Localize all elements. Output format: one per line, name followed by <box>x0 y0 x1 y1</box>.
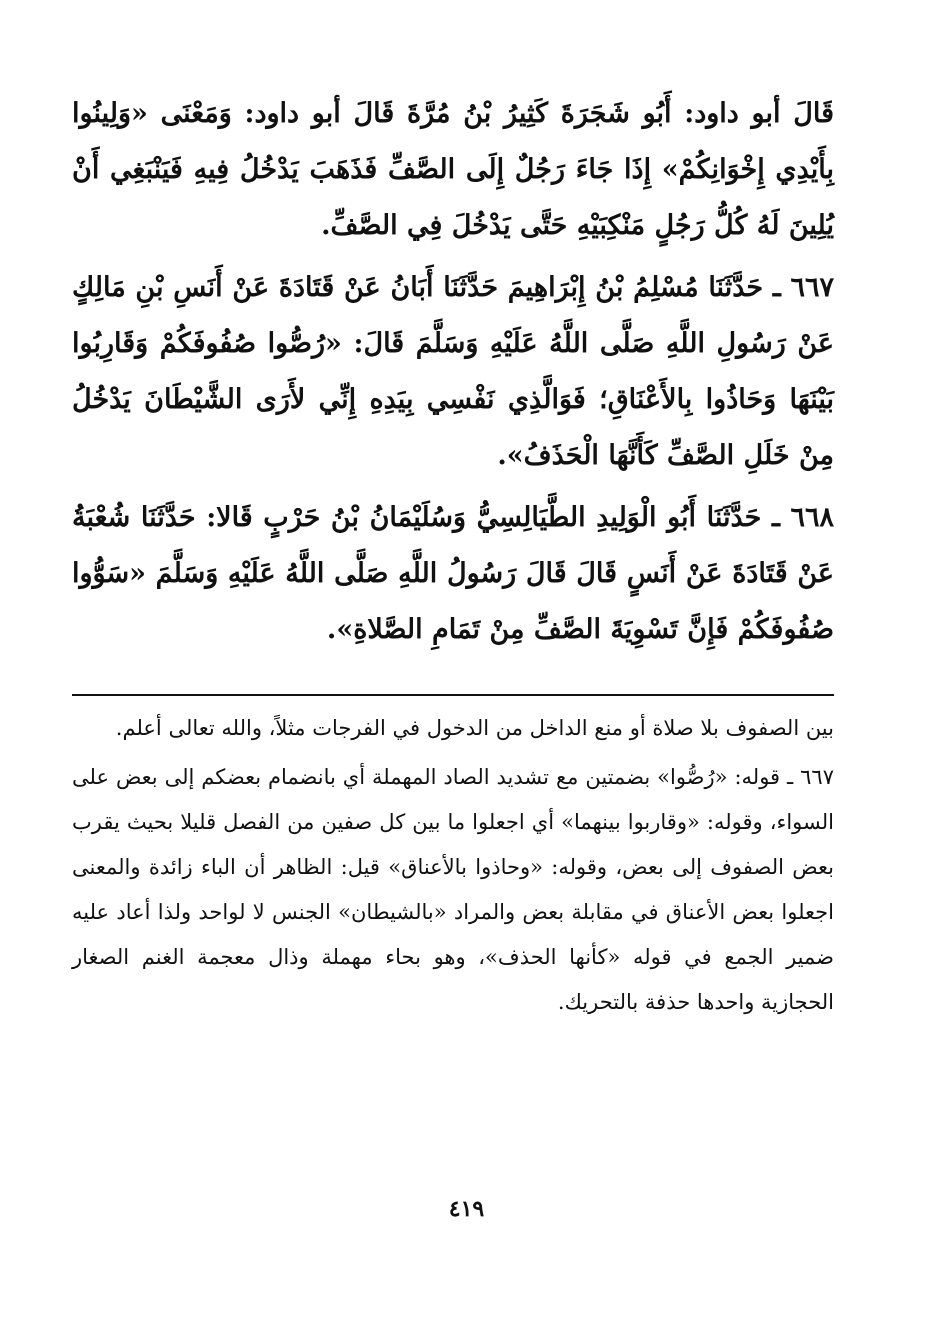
main-text <box>72 86 834 658</box>
page-content <box>72 86 834 1025</box>
hadith-668: ٦٦٨ ـ حَدَّثَنَا أَبُو الْوَلِيدِ الطَّيَالِسِيُّ وَسُلَيْمَانُ بْنُ حَرْبٍ قَالا: حَدَّثَنَا شُعْبَةُ عَنْ قَتَادَةَ عَنْ أَنَسٍ قَالَ قَالَ رَسُولُ اللَّهِ صَلَّى اللَّهُ عَلَيْهِ وَسَلَّمَ «سَوُّوا صُفُوفَكُمْ فَإِنَّ تَسْوِيَةَ الصَّفِّ مِنْ تَمَامِ الصَّلاةِ». <box>72 502 834 645</box>
page-number: ٤١٩ <box>448 1196 485 1222</box>
footnote-continuation: بين الصفوف بلا صلاة أو منع الداخل من الدخول في الفرجات مثلاً، والله تعالى أعلم. <box>115 716 834 740</box>
footnote-667: ٦٦٧ ـ قوله: «رُصُّوا» بضمتين مع تشديد الصاد المهملة أي بانضمام بعضكم إلى بعض على السواء، وقوله: «وقاربوا بينهما» أي اجعلوا ما بين كل صفين من الفصل قليلا بحيث يقرب بعض الصفوف إلى بعض، وقوله: «وحاذوا بالأعناق» قيل: الظاهر أن الباء زائدة والمعنى اجعلوا بعض الأعناق في مقابلة بعض والمراد «بالشيطان» الجنس لا لواحد ولذا أعاد عليه ضمير الجمع في قوله «كأنها الحذف»، وهو بحاء مهملة وذال معجمة الغنم الصغار الحجازية واحدها حذفة بالتحريك. <box>72 765 834 1014</box>
footnote-divider <box>72 694 834 696</box>
paragraph-abu-dawud-commentary: قَالَ أبو داود: أَبُو شَجَرَةَ كَثِيرُ بْنُ مُرَّةَ قَالَ أبو داود: وَمَعْنَى «وَلِينُوا بِأَيْدِي إِخْوَانِكُمْ» إِذَا جَاءَ رَجُلٌ إِلَى الصَّفِّ فَذَهَبَ يَدْخُلُ فِيهِ فَيَنْبَغِي أَنْ يُلِينَ لَهُ كُلُّ رَجُلٍ مَنْكِبَيْهِ حَتَّى يَدْخُلَ فِي الصَّفِّ. <box>72 98 834 241</box>
hadith-667: ٦٦٧ ـ حَدَّثَنَا مُسْلِمُ بْنُ إِبْرَاهِيمَ حَدَّثَنَا أَبَانُ عَنْ قَتَادَةَ عَنْ أَنَسِ بْنِ مَالِكٍ عَنْ رَسُولِ اللَّهِ صَلَّى اللَّهُ عَلَيْهِ وَسَلَّمَ قَالَ: «رُصُّوا صُفُوفَكُمْ وَقَارِبُوا بَيْنَهَا وَحَاذُوا بِالأَعْنَاقِ؛ فَوَالَّذِي نَفْسِي بِيَدِهِ إِنِّي لأَرَى الشَّيْطَانَ يَدْخُلُ مِنْ خَلَلِ الصَّفِّ كَأَنَّهَا الْحَذَفُ». <box>72 272 834 471</box>
footnotes <box>72 706 834 1025</box>
